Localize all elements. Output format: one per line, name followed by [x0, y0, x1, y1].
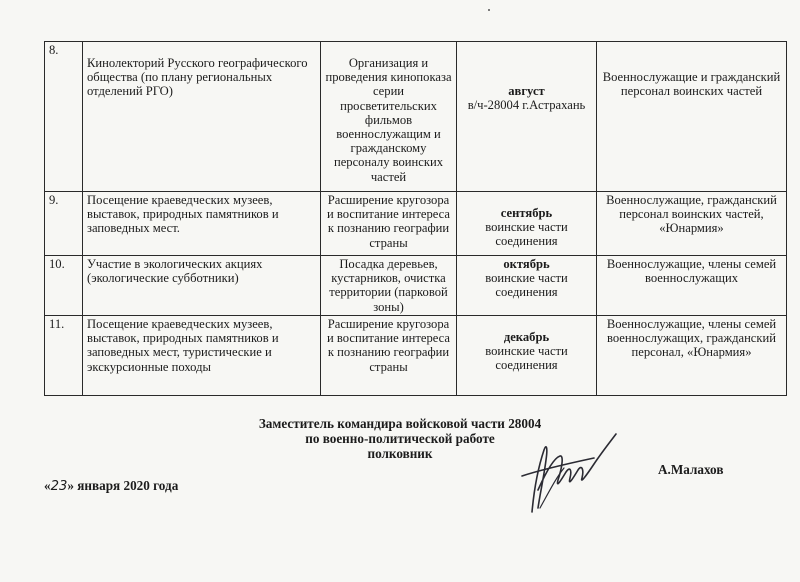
- event-time-place: [457, 316, 597, 396]
- event-goal: Посадка деревьев, кустарников, очистка территории (парковой зоны): [321, 256, 457, 316]
- row-number: 10.: [45, 256, 83, 316]
- row-number: 9.: [45, 192, 83, 256]
- date-day: 23: [50, 479, 68, 494]
- event-time-place: [457, 192, 597, 256]
- table-row: [45, 192, 787, 256]
- signatory-rank: полковник: [367, 446, 433, 461]
- row-number: 8.: [45, 42, 83, 192]
- signatory-position: Заместитель командира войсковой части 28004: [258, 416, 542, 431]
- event-place: воинские части соединения: [485, 271, 568, 300]
- event-name: Кинолекторий Русского географического общества (по плану региональных отделений РГО): [83, 42, 321, 192]
- handwritten-signature-icon: [510, 420, 620, 520]
- signatory-name: А.Малахов: [658, 462, 724, 477]
- event-goal: Организация и проведения кинопоказа серии просветительских фильмов военнослужащим и гражданскому персоналу воинских частей: [321, 42, 457, 192]
- event-participants: Военнослужащие и гражданский персонал воинских частей: [597, 42, 787, 192]
- event-participants: Военнослужащие, члены семей военнослужащих, гражданский персонал, «Юнармия»: [597, 316, 787, 396]
- date-open-quote: «: [44, 478, 51, 493]
- table-row: [45, 42, 787, 192]
- event-goal: Расширение кругозора и воспитание интереса к познанию географии страны: [321, 192, 457, 256]
- event-name: Посещение краеведческих музеев, выставок, природных памятников и заповедных мест.: [83, 192, 321, 256]
- event-participants: Военнослужащие, члены семей военнослужащих: [597, 256, 787, 316]
- event-month: декабрь: [503, 330, 550, 344]
- event-place: воинские части соединения: [485, 344, 568, 373]
- row-number: 11.: [45, 316, 83, 396]
- event-place: воинские части соединения: [485, 220, 568, 249]
- event-month: сентябрь: [500, 206, 553, 220]
- events-plan-table: [44, 41, 787, 396]
- event-name: Участие в экологических акциях (экологические субботники): [83, 256, 321, 316]
- event-participants: Военнослужащие, гражданский персонал воинских частей, «Юнармия»: [597, 192, 787, 256]
- event-place: в/ч-28004 г.Астрахань: [467, 98, 586, 113]
- event-month: октябрь: [503, 257, 550, 271]
- table-row: [45, 256, 787, 316]
- signatory-department: по военно-политической работе: [305, 431, 495, 446]
- event-time-place: [457, 256, 597, 316]
- event-month: август: [508, 84, 545, 98]
- date-rest: » января 2020 года: [67, 478, 179, 493]
- scan-speck: [488, 9, 490, 11]
- event-time-place: [457, 42, 597, 192]
- event-name: Посещение краеведческих музеев, выставок, природных памятников и заповедных мест, туристические и экскурсионные походы: [83, 316, 321, 396]
- table-row: [45, 316, 787, 396]
- document-date: [44, 478, 178, 494]
- event-goal: Расширение кругозора и воспитание интереса к познанию географии страны: [321, 316, 457, 396]
